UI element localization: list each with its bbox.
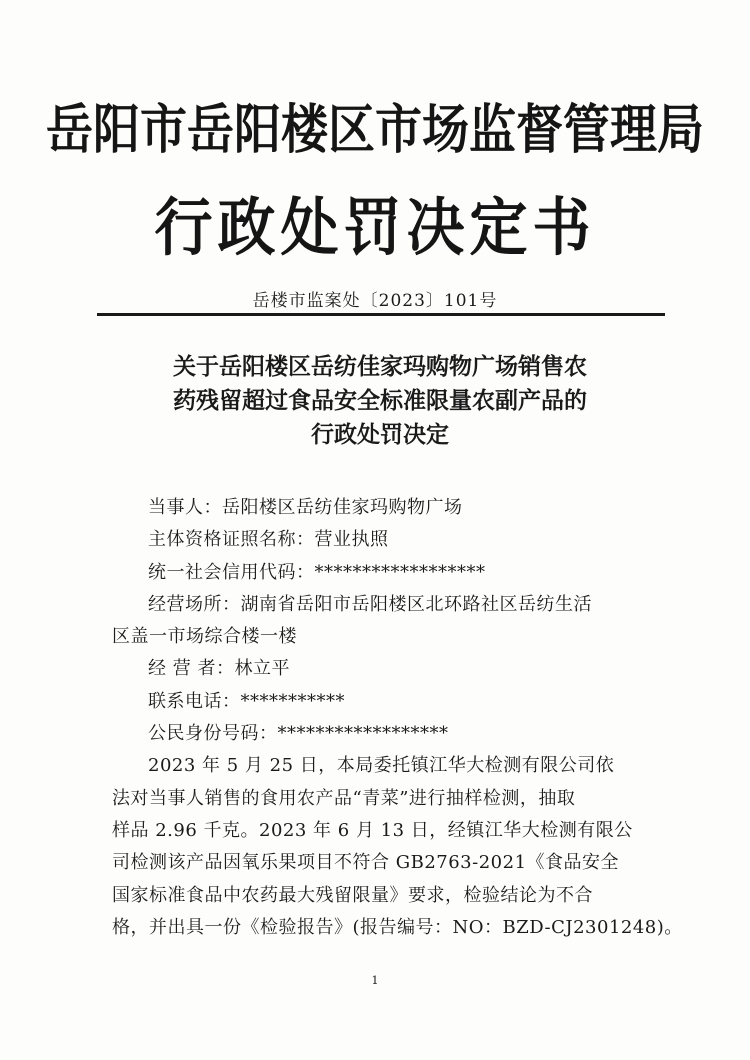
paragraph-line: 国家标准食品中农药最大残留限量》要求，检验结论为不合 [112,884,593,906]
paragraph-line: 样品 2.96 千克。2023 年 6 月 13 日，经镇江华大检测有限公 [112,819,633,841]
document-type-title: 行政处罚决定书 [154,190,596,265]
decision-heading-line: 关于岳阳楼区岳纺佳家玛购物广场销售农 [173,353,587,380]
business-address-line: 经营场所：湖南省岳阳市岳阳楼区北环路社区岳纺生活 [148,593,592,615]
document-number: 岳楼市监案处〔2023〕101号 [252,291,498,311]
business-address-continuation: 区盖一市场综合楼一楼 [112,626,297,648]
header-divider [97,313,665,316]
operator-line: 经 营 者：林立平 [148,658,290,680]
phone-line: 联系电话：*********** [148,690,345,712]
paragraph-line: 格，并出具一份《检验报告》(报告编号：NO：BZD-CJ2301248)。 [112,916,683,938]
decision-heading-line: 药残留超过食品安全标准限量农副产品的 [173,387,587,414]
decision-heading-line: 行政处罚决定 [311,421,449,448]
page-number: 1 [371,974,379,987]
decision-heading [100,350,660,452]
license-name-line: 主体资格证照名称：营业执照 [148,529,389,551]
party-name-line: 当事人：岳阳楼区岳纺佳家玛购物广场 [148,497,463,518]
credit-code-line: 统一社会信用代码：****************** [148,561,486,583]
paragraph-line: 法对当事人销售的食用农产品“青菜”进行抽样检测，抽取 [112,787,576,809]
issuing-authority-title: 岳阳市岳阳楼区市场监督管理局 [46,99,704,161]
paragraph-line: 司检测该产品因氧乐果项目不符合 GB2763-2021《食品安全 [112,852,620,874]
paragraph-line: 2023 年 5 月 25 日，本局委托镇江华大检测有限公司依 [148,755,615,777]
id-number-line: 公民身份号码：****************** [148,723,449,745]
document-body [112,492,683,944]
